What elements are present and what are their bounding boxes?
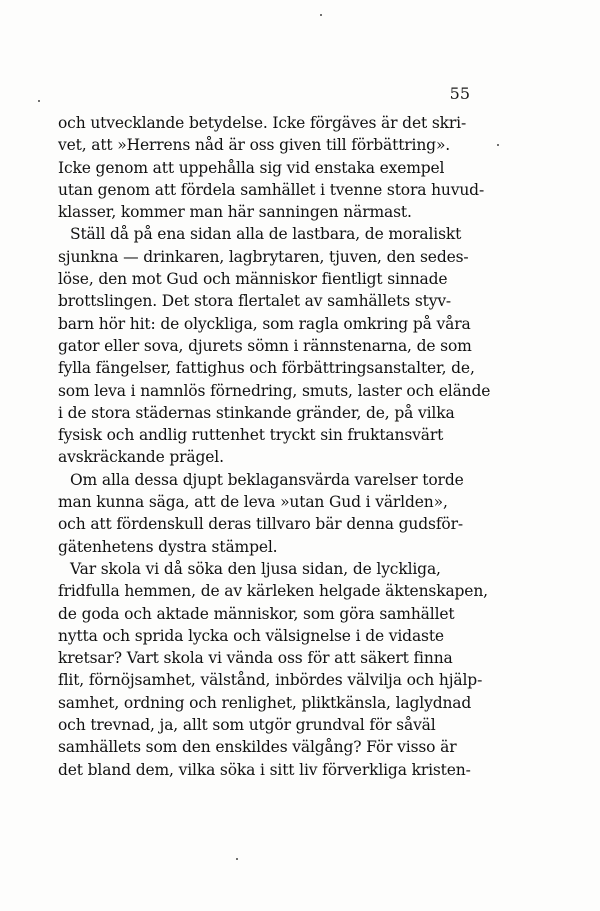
text-line: i de stora städernas stinkande gränder, de, på vilka (58, 403, 455, 422)
text-line: gator eller sova, djurets sömn i rännstenarna, de som (58, 336, 472, 355)
body-text (58, 112, 491, 781)
text-line: fysisk och andlig ruttenhet tryckt sin fruktansvärt (58, 426, 444, 445)
text-line: gätenhetens dystra stämpel. (58, 537, 278, 556)
print-speck (497, 144, 499, 146)
text-line: de goda och aktade människor, som göra samhället (58, 604, 455, 623)
text-line: flit, förnöjsamhet, välstånd, inbördes välvilja och hjälp- (58, 671, 483, 690)
text-line: utan genom att fördela samhället i tvenne stora huvud- (58, 180, 485, 199)
text-line: nytta och sprida lycka och välsignelse i de vidaste (58, 626, 444, 645)
text-line: man kunna säga, att de leva »utan Gud i världen», (58, 493, 448, 512)
text-line: sjunkna — drinkaren, lagbrytaren, tjuven, den sedes- (58, 247, 469, 266)
paragraph-start-line: Om alla dessa djupt beklagansvärda varelser torde (70, 470, 464, 489)
paragraph-start-line: Var skola vi då söka den ljusa sidan, de lyckliga, (70, 559, 441, 578)
text-line: och att fördenskull deras tillvaro bär denna gudsför- (58, 515, 463, 534)
text-line: samhällets som den enskildes välgång? För visso är (58, 738, 457, 757)
text-line: som leva i namnlös förnedring, smuts, laster och elände (58, 381, 491, 400)
text-line: det bland dem, vilka söka i sitt liv förverkliga kristen- (58, 760, 471, 779)
text-line: klasser, kommer man här sanningen närmast. (58, 203, 412, 222)
paragraph-start-line: Ställ då på ena sidan alla de lastbara, de moraliskt (70, 225, 462, 244)
text-line: Icke genom att uppehålla sig vid enstaka exempel (58, 158, 445, 177)
print-speck (320, 14, 322, 16)
text-line: kretsar? Vart skola vi vända oss för att säkert finna (58, 649, 453, 668)
text-line: och utvecklande betydelse. Icke förgäves är det skri- (58, 114, 467, 132)
print-speck (38, 100, 40, 102)
print-speck (236, 858, 238, 860)
text-line: brottslingen. Det stora flertalet av samhällets styv- (58, 292, 452, 311)
text-line: och trevnad, ja, allt som utgör grundval för såväl (58, 716, 436, 735)
text-line: barn hör hit: de olyckliga, som ragla omkring på våra (58, 314, 471, 333)
text-line: fridfulla hemmen, de av kärleken helgade äktenskapen, (58, 582, 488, 601)
text-line: avskräckande prägel. (58, 448, 224, 467)
page-number: 55 (449, 84, 470, 103)
text-line: fylla fängelser, fattighus och förbättringsanstalter, de, (58, 359, 475, 378)
text-line: samhet, ordning och renlighet, pliktkänsla, laglydnad (58, 693, 472, 712)
text-line: vet, att »Herrens nåd är oss given till förbättring». (58, 136, 451, 155)
text-line: löse, den mot Gud och människor fientligt sinnade (58, 270, 448, 289)
